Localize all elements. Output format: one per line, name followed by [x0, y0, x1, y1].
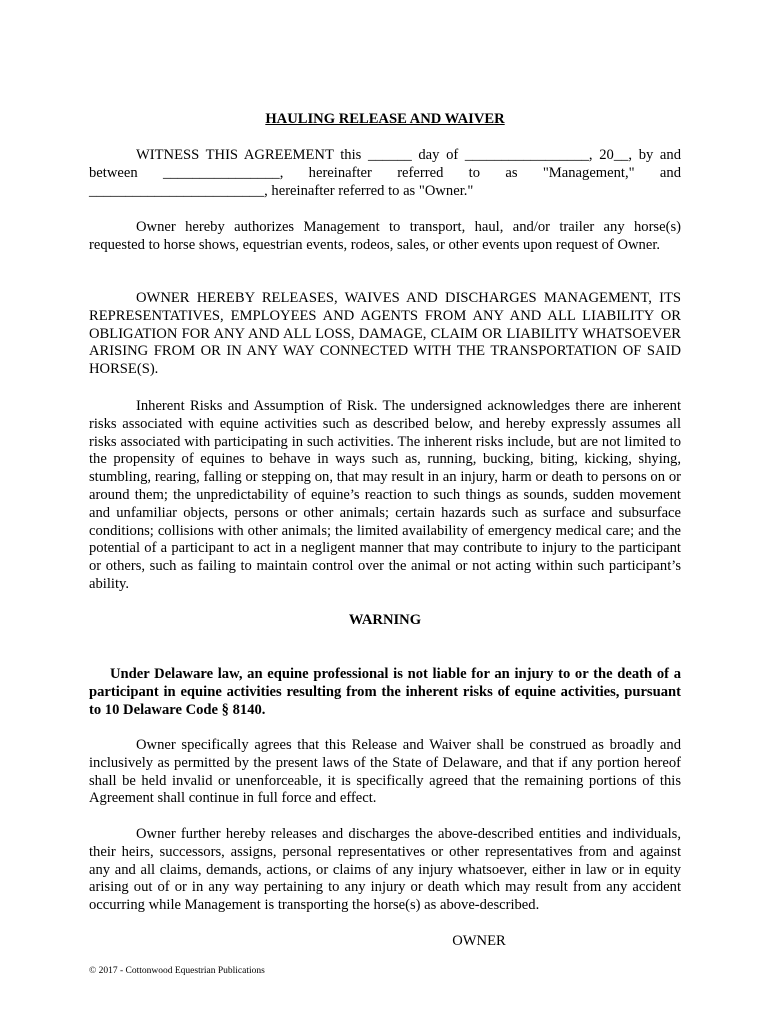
discharge-paragraph: Owner further hereby releases and discharges the above-described entities and individuals, their heirs, successors, assigns, personal representatives or other representatives from and against any and all claims, demands, actions, or claims of any injury whatsoever, either in law or in equity arising out of or in any way pertaining to any injury or death which may result from any accident occurring while Management is transporting the horse(s) as above-described.: [89, 826, 681, 914]
authorization-paragraph: Owner hereby authorizes Management to transport, haul, and/or trailer any horse(s) requested to horse shows, equestrian events, rodeos, sales, or other events upon request of Owner.: [89, 219, 681, 253]
construction-paragraph: Owner specifically agrees that this Release and Waiver shall be construed as broadly and inclusively as permitted by the present laws of the State of Delaware, and that if any portion hereof shall be held invalid or unenforceable, it is specifically agreed that the remaining portions of this Agreement shall continue in full force and effect.: [89, 737, 681, 807]
witness-paragraph: WITNESS THIS AGREEMENT this ______ day of _________________, 20__, by and between ________________, hereinafter referred to as "Management," and ________________________, hereinafter referred to as "Owner.": [89, 147, 681, 199]
owner-signature-label: OWNER: [452, 933, 506, 949]
warning-text: Under Delaware law, an equine professional is not liable for an injury to or the death of a participant in equine activities resulting from the inherent risks of equine activities, pursuant to 10 Delaware Code § 8140.: [89, 666, 681, 718]
footer-copyright: © 2017 - Cottonwood Equestrian Publications: [89, 966, 265, 976]
inherent-risks-paragraph: Inherent Risks and Assumption of Risk. The undersigned acknowledges there are inherent risks associated with equine activities such as described below, and hereby expressly assumes all risks associated with participating in such activities. The inherent risks include, but are not limited to the propensity of equines to behave in ways such as, running, bucking, biting, kicking, shying, stumbling, rearing, falling or stepping on, that may result in an injury, harm or death to persons on or around them; the unpredictability of equine’s reaction to such things as sounds, sudden movement and unfamiliar objects, persons or other animals; certain hazards such as surface and subsurface conditions; collisions with other animals; the limited availability of emergency medical care; and the potential of a participant to act in a negligent manner that may contribute to injury to the participant or others, such as failing to maintain control over the animal or not acting within such participant’s ability.: [89, 398, 681, 592]
warning-heading: WARNING: [348, 612, 422, 628]
release-paragraph: OWNER HEREBY RELEASES, WAIVES AND DISCHARGES MANAGEMENT, ITS REPRESENTATIVES, EMPLOYEES AND AGENTS FROM ANY AND ALL LIABILITY OR OBLIGATION FOR ANY AND ALL LOSS, DAMAGE, CLAIM OR LIABILITY WHATSOEVER ARISING FROM OR IN ANY WAY CONNECTED WITH THE TRANSPORTATION OF SAID HORSE(S).: [89, 290, 681, 378]
document-title: HAULING RELEASE AND WAIVER: [265, 111, 505, 127]
